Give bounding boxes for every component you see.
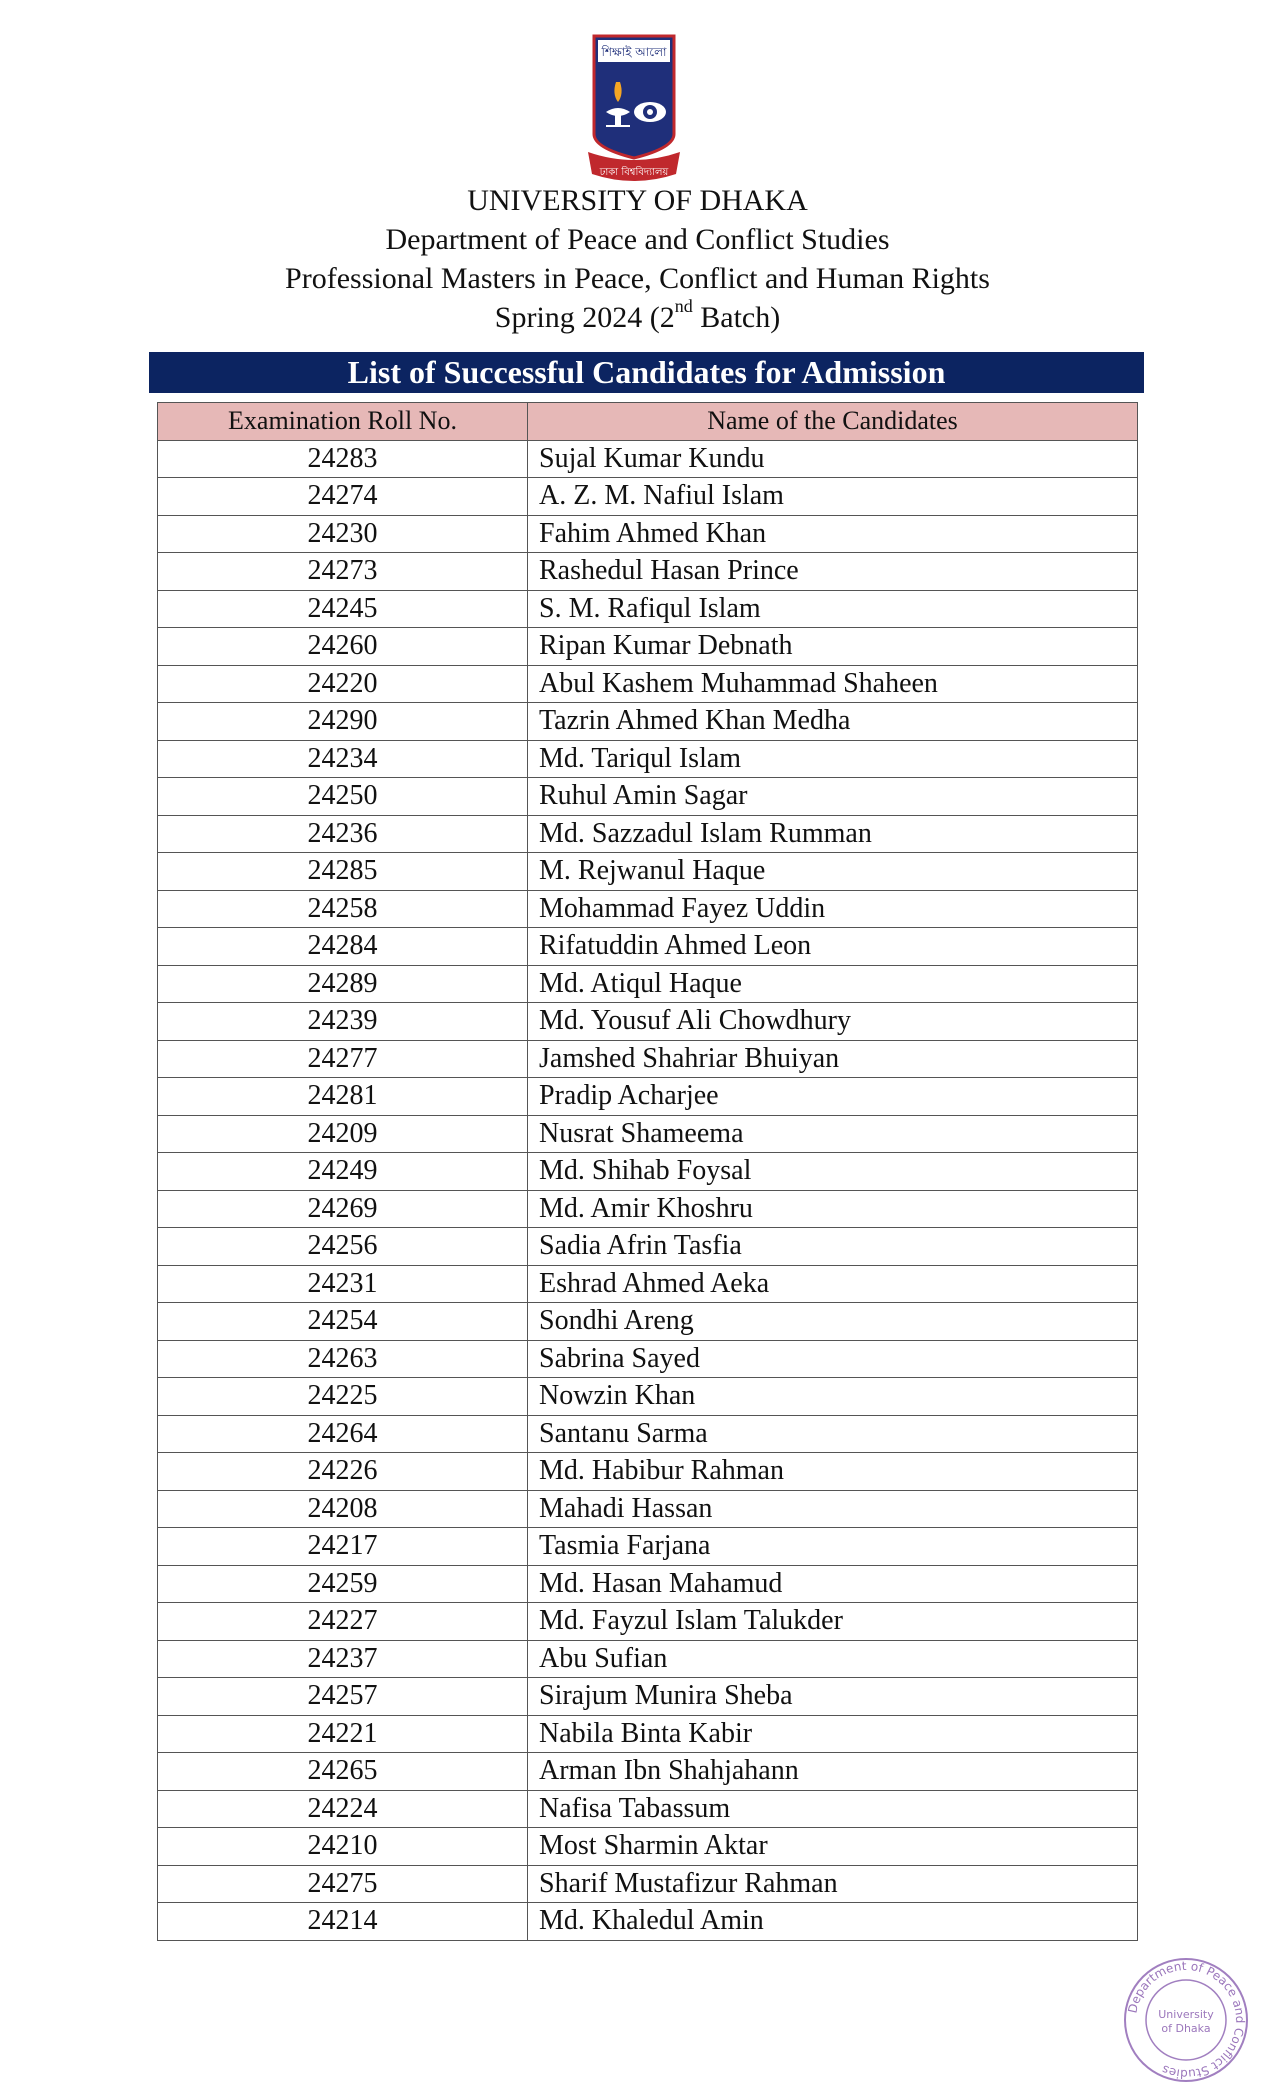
table-row [158, 1153, 1138, 1191]
candidate-name: Rashedul Hasan Prince [528, 553, 1138, 591]
table-row [158, 1715, 1138, 1753]
candidate-name: Nowzin Khan [528, 1378, 1138, 1416]
roll-number: 24221 [158, 1715, 528, 1753]
candidate-name: Tazrin Ahmed Khan Medha [528, 703, 1138, 741]
table-row [158, 1265, 1138, 1303]
candidate-name: Md. Amir Khoshru [528, 1190, 1138, 1228]
table-row [158, 1865, 1138, 1903]
roll-number: 24236 [158, 815, 528, 853]
table-row [158, 1378, 1138, 1416]
table-row [158, 628, 1138, 666]
roll-number: 24259 [158, 1565, 528, 1603]
table-row [158, 440, 1138, 478]
svg-text:of Dhaka: of Dhaka [1161, 2022, 1211, 2035]
candidate-name: Sadia Afrin Tasfia [528, 1228, 1138, 1266]
roll-number: 24257 [158, 1678, 528, 1716]
candidate-name: Nafisa Tabassum [528, 1790, 1138, 1828]
roll-number: 24275 [158, 1865, 528, 1903]
roll-number: 24245 [158, 590, 528, 628]
roll-number: 24264 [158, 1415, 528, 1453]
candidate-name: Abul Kashem Muhammad Shaheen [528, 665, 1138, 703]
roll-number: 24227 [158, 1603, 528, 1641]
candidate-name: Mohammad Fayez Uddin [528, 890, 1138, 928]
table-row [158, 1753, 1138, 1791]
table-row [158, 1903, 1138, 1941]
table-row [158, 1190, 1138, 1228]
table-row [158, 1228, 1138, 1266]
table-row [158, 740, 1138, 778]
header-roll-no: Examination Roll No. [158, 403, 528, 441]
table-body [158, 440, 1138, 1940]
roll-number: 24209 [158, 1115, 528, 1153]
candidate-name: Fahim Ahmed Khan [528, 515, 1138, 553]
candidate-name: Sharif Mustafizur Rahman [528, 1865, 1138, 1903]
candidate-name: Md. Yousuf Ali Chowdhury [528, 1003, 1138, 1041]
roll-number: 24256 [158, 1228, 528, 1266]
roll-number: 24234 [158, 740, 528, 778]
candidate-name: Md. Khaledul Amin [528, 1903, 1138, 1941]
roll-number: 24210 [158, 1828, 528, 1866]
candidate-name: A. Z. M. Nafiul Islam [528, 478, 1138, 516]
roll-number: 24208 [158, 1490, 528, 1528]
table-row [158, 1790, 1138, 1828]
table-row [158, 1528, 1138, 1566]
roll-number: 24239 [158, 1003, 528, 1041]
table-row [158, 778, 1138, 816]
university-logo [588, 34, 680, 189]
table-row [158, 1003, 1138, 1041]
candidate-name: Arman Ibn Shahjahann [528, 1753, 1138, 1791]
candidate-name: Ripan Kumar Debnath [528, 628, 1138, 666]
candidate-name: Sondhi Areng [528, 1303, 1138, 1341]
table-row [158, 1340, 1138, 1378]
table-row [158, 1828, 1138, 1866]
candidate-name: Sirajum Munira Sheba [528, 1678, 1138, 1716]
table-row [158, 703, 1138, 741]
candidate-name: Nabila Binta Kabir [528, 1715, 1138, 1753]
candidate-name: Rifatuddin Ahmed Leon [528, 928, 1138, 966]
roll-number: 24265 [158, 1753, 528, 1791]
candidate-name: Pradip Acharjee [528, 1078, 1138, 1116]
candidate-name: Md. Habibur Rahman [528, 1453, 1138, 1491]
table-row [158, 928, 1138, 966]
session-superscript: nd [674, 296, 693, 316]
roll-number: 24281 [158, 1078, 528, 1116]
table-row [158, 478, 1138, 516]
roll-number: 24260 [158, 628, 528, 666]
candidate-name: Eshrad Ahmed Aeka [528, 1265, 1138, 1303]
table-row [158, 1303, 1138, 1341]
roll-number: 24220 [158, 665, 528, 703]
department-name: Department of Peace and Conflict Studies [385, 223, 890, 256]
roll-number: 24274 [158, 478, 528, 516]
candidate-name: Md. Hasan Mahamud [528, 1565, 1138, 1603]
candidate-name: Most Sharmin Aktar [528, 1828, 1138, 1866]
candidate-name: Santanu Sarma [528, 1415, 1138, 1453]
candidate-name: Md. Sazzadul Islam Rumman [528, 815, 1138, 853]
candidates-table [157, 402, 1138, 1941]
roll-number: 24226 [158, 1453, 528, 1491]
session-prefix: Spring 2024 (2 [494, 301, 675, 334]
roll-number: 24263 [158, 1340, 528, 1378]
table-row [158, 553, 1138, 591]
roll-number: 24284 [158, 928, 528, 966]
table-row [158, 1678, 1138, 1716]
roll-number: 24217 [158, 1528, 528, 1566]
candidate-name: Abu Sufian [528, 1640, 1138, 1678]
table-row [158, 890, 1138, 928]
candidate-name: M. Rejwanul Haque [528, 853, 1138, 891]
table-row [158, 1078, 1138, 1116]
roll-number: 24250 [158, 778, 528, 816]
roll-number: 24214 [158, 1903, 528, 1941]
table-row [158, 590, 1138, 628]
candidate-name: Md. Shihab Foysal [528, 1153, 1138, 1191]
table-row [158, 1603, 1138, 1641]
roll-number: 24258 [158, 890, 528, 928]
table-row [158, 1415, 1138, 1453]
roll-number: 24290 [158, 703, 528, 741]
table-row [158, 1040, 1138, 1078]
candidate-name: Jamshed Shahriar Bhuiyan [528, 1040, 1138, 1078]
banner-title: List of Successful Candidates for Admission [149, 352, 1144, 393]
table-header-row [158, 403, 1138, 441]
table-row [158, 1115, 1138, 1153]
roll-number: 24277 [158, 1040, 528, 1078]
candidate-name: Nusrat Shameema [528, 1115, 1138, 1153]
table-row [158, 853, 1138, 891]
svg-text:ঢাকা বিশ্ববিদ্যালয়: ঢাকা বিশ্ববিদ্যালয় [599, 167, 669, 178]
svg-text:University: University [1158, 2008, 1214, 2021]
table-row [158, 515, 1138, 553]
session-line [0, 298, 1275, 337]
table-row [158, 665, 1138, 703]
candidate-name: Tasmia Farjana [528, 1528, 1138, 1566]
roll-number: 24225 [158, 1378, 528, 1416]
university-name: UNIVERSITY OF DHAKA [467, 184, 808, 217]
roll-number: 24249 [158, 1153, 528, 1191]
session-suffix: Batch) [692, 301, 781, 334]
roll-number: 24285 [158, 853, 528, 891]
table-row [158, 1453, 1138, 1491]
candidate-name: Md. Fayzul Islam Talukder [528, 1603, 1138, 1641]
candidate-name: Ruhul Amin Sagar [528, 778, 1138, 816]
roll-number: 24224 [158, 1790, 528, 1828]
roll-number: 24283 [158, 440, 528, 478]
roll-number: 24269 [158, 1190, 528, 1228]
table-row [158, 965, 1138, 1003]
roll-number: 24237 [158, 1640, 528, 1678]
roll-number: 24273 [158, 553, 528, 591]
table-row [158, 1640, 1138, 1678]
table-row [158, 1490, 1138, 1528]
roll-number: 24254 [158, 1303, 528, 1341]
svg-text:শিক্ষাই আলো: শিক্ষাই আলো [601, 45, 667, 59]
candidate-name: Mahadi Hassan [528, 1490, 1138, 1528]
table-row [158, 815, 1138, 853]
candidate-name: Md. Atiqul Haque [528, 965, 1138, 1003]
department-stamp [1122, 1956, 1250, 2084]
candidate-name: S. M. Rafiqul Islam [528, 590, 1138, 628]
candidate-name: Sujal Kumar Kundu [528, 440, 1138, 478]
svg-text:Department of Peace and Confli: Department of Peace and Conflict Studies [1125, 1958, 1248, 2082]
candidate-name: Md. Tariqul Islam [528, 740, 1138, 778]
roll-number: 24289 [158, 965, 528, 1003]
roll-number: 24231 [158, 1265, 528, 1303]
table-row [158, 1565, 1138, 1603]
header-candidate-name: Name of the Candidates [528, 403, 1138, 441]
roll-number: 24230 [158, 515, 528, 553]
program-name: Professional Masters in Peace, Conflict and Human Rights [285, 262, 990, 295]
candidate-name: Sabrina Sayed [528, 1340, 1138, 1378]
